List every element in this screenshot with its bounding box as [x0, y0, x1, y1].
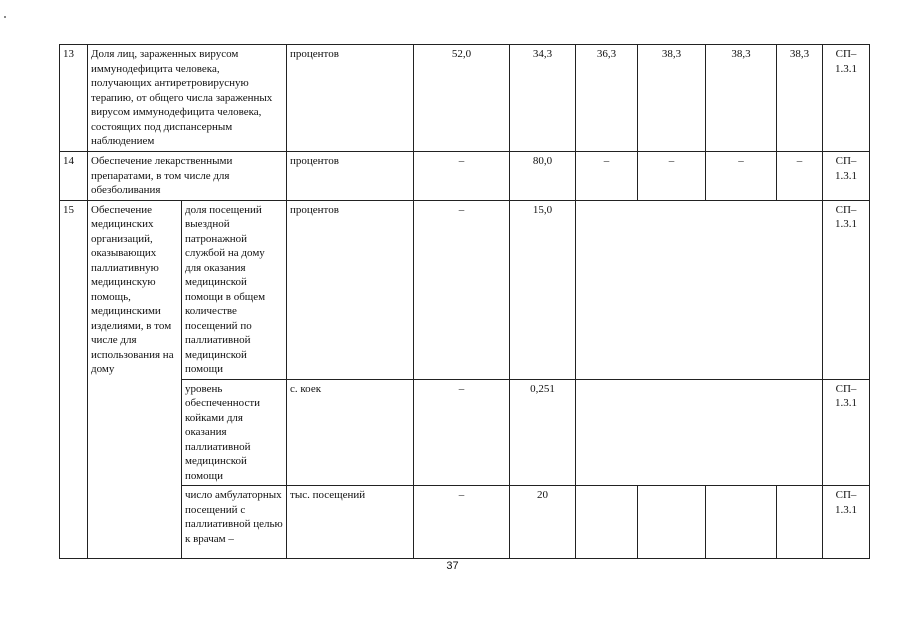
indicator-name: Обеспечение лекарственными препаратами, в том числе для обезболивания	[88, 152, 287, 201]
empty-cells	[576, 379, 823, 486]
sub-indicator-name: доля посещений выездной патронажной службой на дому для оказания медицинской помощи в общем количестве посещений по паллиативной медицинской помощи	[182, 200, 287, 379]
row-number: 14	[60, 152, 88, 201]
indicator-name: Обеспечение медицинских организаций, оказывающих паллиативную медицинскую помощь, медицинскими изделиями, в том числе для использования на дому	[88, 200, 182, 559]
empty-cell	[777, 486, 823, 559]
value-year-2: –	[576, 152, 638, 201]
base-value: –	[414, 200, 510, 379]
value-year-4: –	[706, 152, 777, 201]
value-year-1: 15,0	[510, 200, 576, 379]
page-number: 37	[446, 560, 459, 572]
table-row	[60, 200, 870, 379]
row-number: 13	[60, 45, 88, 152]
program-code: СП–1.3.1	[823, 152, 870, 201]
value-year-1: 80,0	[510, 152, 576, 201]
base-value: –	[414, 486, 510, 559]
program-code: СП–1.3.1	[823, 379, 870, 486]
base-value: 52,0	[414, 45, 510, 152]
value-year-1: 20	[510, 486, 576, 559]
value-year-3: –	[638, 152, 706, 201]
value-year-5: –	[777, 152, 823, 201]
value-year-1: 0,251	[510, 379, 576, 486]
value-year-5: 38,3	[777, 45, 823, 152]
unit-cell: тыс. посещений	[287, 486, 414, 559]
unit-cell: с. коек	[287, 379, 414, 486]
value-year-1: 34,3	[510, 45, 576, 152]
empty-cell	[576, 486, 638, 559]
base-value: –	[414, 379, 510, 486]
base-value: –	[414, 152, 510, 201]
table-row	[60, 152, 870, 201]
table-row	[60, 379, 870, 486]
value-year-4: 38,3	[706, 45, 777, 152]
table-row	[60, 486, 870, 559]
unit-cell: процентов	[287, 152, 414, 201]
row-number: 15	[60, 200, 88, 559]
value-year-3: 38,3	[638, 45, 706, 152]
empty-cell	[706, 486, 777, 559]
unit-cell: процентов	[287, 45, 414, 152]
program-code: СП–1.3.1	[823, 200, 870, 379]
sub-indicator-name: число амбулаторных посещений с паллиативной целью к врачам –	[182, 486, 287, 559]
scan-mark	[4, 16, 6, 18]
empty-cells	[576, 200, 823, 379]
indicator-name: Доля лиц, зараженных вирусом иммунодефицита человека, получающих антиретровирусную терапию, от общего числа зараженных вирусом иммунодефицита человека, состоящих под диспансерным наблюдением	[88, 45, 287, 152]
table-row	[60, 45, 870, 152]
program-code: СП–1.3.1	[823, 486, 870, 559]
sub-indicator-name: уровень обеспеченности койками для оказания паллиативной медицинской помощи	[182, 379, 287, 486]
unit-cell: процентов	[287, 200, 414, 379]
empty-cell	[638, 486, 706, 559]
value-year-2: 36,3	[576, 45, 638, 152]
indicators-table	[59, 44, 870, 559]
program-code: СП–1.3.1	[823, 45, 870, 152]
